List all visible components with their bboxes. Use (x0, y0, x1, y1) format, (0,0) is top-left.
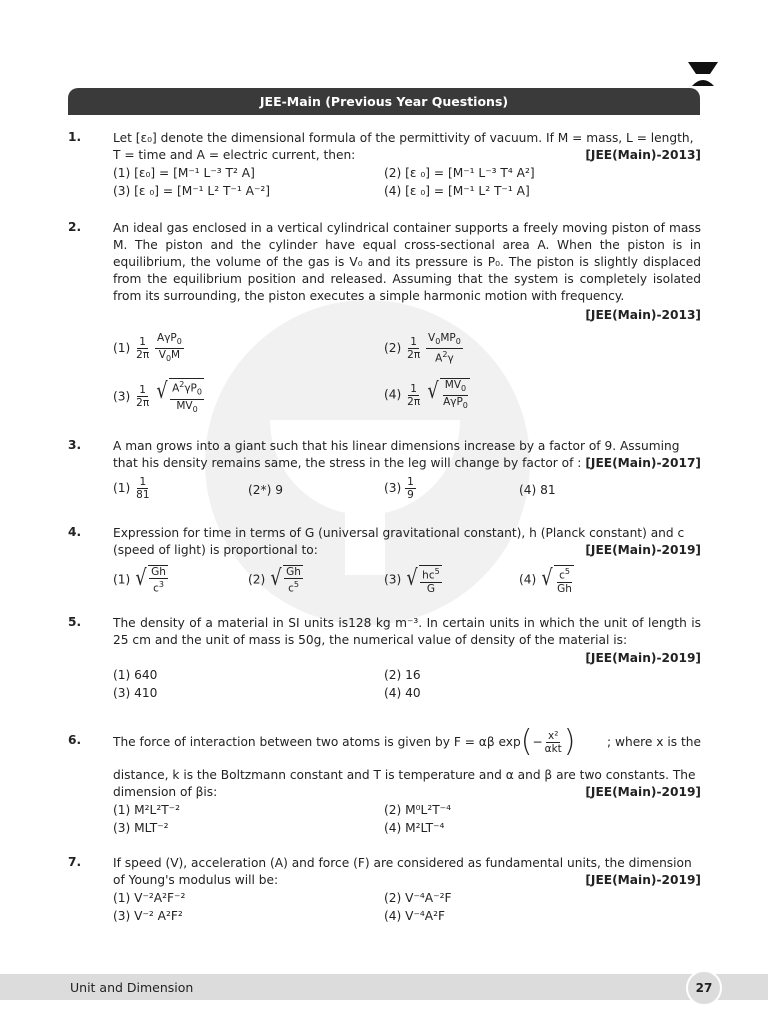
brand-logo-icon (688, 62, 718, 86)
option-1: (1) V⁻²A²F⁻² (113, 891, 186, 905)
option-label: (1) (113, 481, 131, 495)
option-1: (1) [ε₀] = [M⁻¹ L⁻³ T² A] (113, 166, 255, 180)
question-number: 6. (68, 733, 82, 747)
option-label: (1) (113, 572, 131, 587)
question-text-line-2: T = time and A = electric current, then: (113, 148, 356, 162)
option-4: (4) V⁻⁴A²F (384, 909, 446, 923)
fraction-denominator: 81 (136, 489, 150, 501)
square-root: √ $\frac{c^5}{Gh}$ (541, 566, 572, 595)
fraction: $\frac{1}{2\pi}$ (407, 335, 421, 361)
option-label: (3) (384, 572, 402, 587)
question-text-line-2: (speed of light) is proportional to: (113, 543, 318, 557)
question-text-tail: ; where x is the (607, 734, 701, 749)
fraction: $\frac{1}{2\pi}$ (136, 336, 150, 362)
question-text-line: Let [ε₀] denote the dimensional formula of the permittivity of vacuum. If M = mass, L = length, (113, 131, 694, 145)
page-number: 27 (686, 970, 722, 1006)
question-text-line: If speed (V), acceleration (A) and force (F) are considered as fundamental units, the dimension (113, 856, 692, 870)
option-label: (3) (384, 481, 402, 495)
question-text: The density of a material in SI units is128 kg m⁻³. In certain units in which the unit of length is 25 cm and the unit of mass is 50g, the numerical value of density of the material is: (113, 616, 701, 647)
question-text (113, 767, 701, 801)
option-3: (3) V⁻² A²F² (113, 909, 183, 923)
fraction-denominator: αkt (544, 742, 562, 755)
question-text-line: A man grows into a giant such that his linear dimensions increase by a factor of 9. Assuming (113, 439, 680, 453)
fraction: $\frac{A\gamma P_0}{V_0M}$ (157, 332, 182, 364)
question-text-line (113, 147, 701, 164)
square-root: √ $\frac{hc^5}{G}$ (406, 566, 440, 595)
option-label: (1) (113, 341, 131, 356)
option-label: (4) (384, 387, 402, 402)
option-label: (3) (113, 389, 131, 404)
question-text-line (113, 872, 701, 889)
question-text-line: Expression for time in terms of G (universal gravitational constant), h (Planck constant) and c (113, 526, 685, 540)
option-3: (3) [ε ₀] = [M⁻¹ L² T⁻¹ A⁻²] (113, 184, 271, 198)
question-text-line-3: dimension of βis: (113, 785, 218, 799)
exam-reference: [JEE(Main)-2019] (585, 543, 701, 557)
option-3: (3) 410 (113, 686, 158, 700)
option-1: (1) M²L²T⁻² (113, 803, 180, 817)
option-1 (113, 476, 152, 501)
exam-reference: [JEE(Main)-2019] (585, 785, 701, 799)
fraction-numerator: x² (548, 729, 559, 742)
exam-reference: [JEE(Main)-2013] (585, 148, 701, 162)
fraction: $\frac{V_0MP_0}{A^2\gamma}$ (428, 332, 461, 365)
question-number: 3. (68, 438, 82, 452)
option-3 (384, 565, 442, 595)
question-number: 1. (68, 130, 82, 144)
option-label: (2) (248, 572, 266, 587)
option-2 (384, 332, 463, 365)
question-text-line (113, 455, 701, 472)
option-4: (4) [ε ₀] = [M⁻¹ L² T⁻¹ A] (384, 184, 530, 198)
exam-reference-row (113, 650, 701, 667)
question-number: 4. (68, 525, 82, 539)
option-2: (2*) 9 (248, 483, 283, 497)
question-text (113, 855, 701, 889)
option-label: (2) (384, 340, 402, 355)
option-2: (2) [ε ₀] = [M⁻¹ L⁻³ T⁴ A²] (384, 166, 535, 180)
option-2 (248, 565, 303, 595)
square-root: √ $\frac{MV_0}{A\gamma P_0}$ (427, 379, 468, 411)
option-1: (1) 640 (113, 668, 158, 682)
option-2: (2) V⁻⁴A⁻²F (384, 891, 452, 905)
option-label: (4) (519, 572, 537, 587)
option-4: (4) 40 (384, 686, 421, 700)
exam-reference: [JEE(Main)-2019] (585, 651, 701, 665)
chapter-title: Unit and Dimension (70, 980, 194, 995)
fraction: $\frac{1}{2\pi}$ (136, 384, 150, 410)
fraction-numerator: 1 (407, 476, 414, 488)
minus-sign: − (532, 734, 543, 749)
page-footer (0, 974, 768, 1000)
question-text (113, 130, 701, 164)
question-text-line-2: that his density remains same, the stress in the leg will change by factor of : (113, 456, 582, 470)
option-1 (113, 565, 168, 595)
question-text (113, 525, 701, 559)
right-paren: ) (563, 724, 576, 759)
fraction (543, 730, 564, 755)
question-text: The force of interaction between two atoms is given by F = αβ exp (113, 734, 521, 749)
question-text (113, 438, 701, 472)
question-text-line (113, 784, 701, 801)
option-4: (4) M²LT⁻⁴ (384, 821, 445, 835)
option-4 (519, 565, 574, 595)
exam-reference: [JEE(Main)-2017] (585, 456, 701, 470)
exam-reference: [JEE(Main)-2013] (585, 308, 701, 322)
question-text-line-2: of Young's modulus will be: (113, 873, 279, 887)
option-4 (384, 378, 470, 412)
option-3 (384, 476, 416, 501)
exam-reference: [JEE(Main)-2019] (585, 873, 701, 887)
section-header (68, 88, 700, 115)
square-root: √ $\frac{Gh}{c^5}$ (270, 566, 301, 595)
question-text-line-1 (113, 717, 701, 767)
option-3 (113, 378, 204, 416)
question-number: 5. (68, 615, 82, 629)
section-title: JEE-Main (Previous Year Questions) (259, 94, 509, 109)
option-2: (2) M⁰L²T⁻⁴ (384, 803, 451, 817)
square-root: √ $\frac{Gh}{c^3}$ (135, 566, 166, 595)
exam-reference-row (113, 307, 701, 324)
question-text: An ideal gas enclosed in a vertical cylindrical container supports a freely moving piston of mass M. The piston and the cylinder have equal cross-sectional area A. When the piston is in equilibrium, the volume of the gas is V₀ and its pressure is P₀. The piston is slightly displaced from the equilibrium position and released. Assuming that the system is completely isolated from its surrounding, the piston executes a simple harmonic motion with frequency. (113, 221, 701, 303)
question-text-line: distance, k is the Boltzmann constant and T is temperature and α and β are two constants. The (113, 768, 696, 782)
option-2: (2) 16 (384, 668, 421, 682)
option-3: (3) MLT⁻² (113, 821, 169, 835)
question-number: 7. (68, 855, 82, 869)
fraction (134, 476, 151, 501)
option-1 (113, 332, 184, 365)
question-number: 2. (68, 220, 82, 234)
option-4: (4) 81 (519, 483, 556, 497)
square-root: √ $\frac{A^2\gamma P_0}{MV_0}$ (156, 379, 202, 414)
fraction-denominator: 9 (407, 489, 414, 501)
left-paren: ( (520, 724, 533, 759)
fraction-numerator: 1 (139, 476, 147, 488)
question-text-line (113, 542, 701, 559)
fraction: $\frac{1}{2\pi}$ (407, 382, 421, 408)
fraction (405, 476, 416, 501)
